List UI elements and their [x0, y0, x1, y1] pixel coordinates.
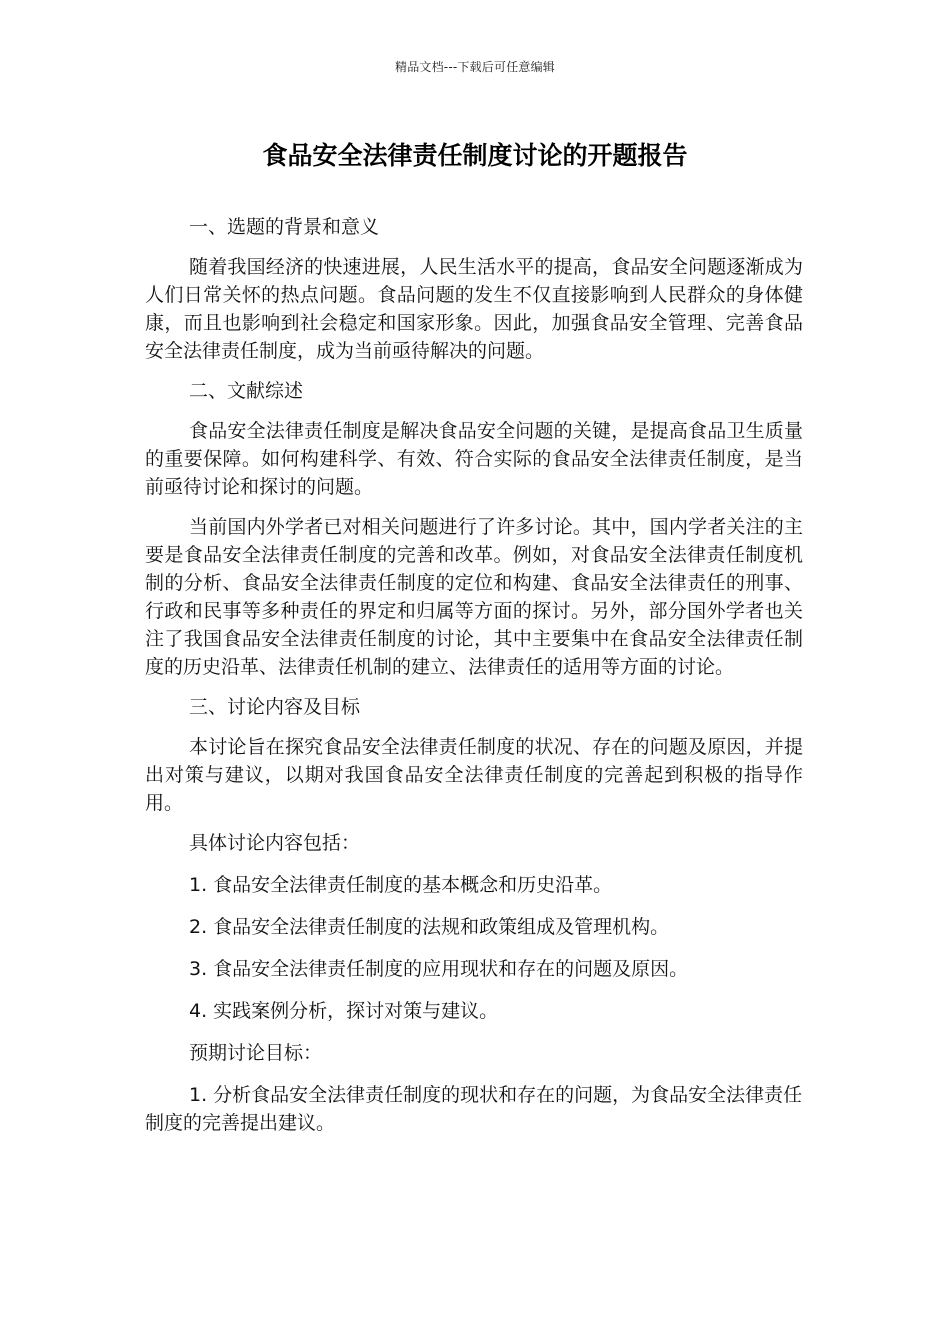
list-item: 1. 分析食品安全法律责任制度的现状和存在的问题，为食品安全法律责任制度的完善提出建议。: [145, 1084, 803, 1134]
list-item: 2. 食品安全法律责任制度的法规和政策组成及管理机构。: [189, 916, 670, 938]
section-heading-background: 一、选题的背景和意义: [189, 216, 380, 238]
paragraph-literature-1: 食品安全法律责任制度是解决食品安全问题的关键，是提高食品卫生质量的重要保障。如何构建科学、有效、符合实际的食品安全法律责任制度，是当前亟待讨论和探讨的问题。: [145, 420, 803, 498]
content-list-intro: 具体讨论内容包括：: [189, 832, 361, 854]
document-body: [145, 213, 803, 1151]
paragraph-content-goals: 本讨论旨在探究食品安全法律责任制度的状况、存在的问题及原因，并提出对策与建议，以期对我国食品安全法律责任制度的完善起到积极的指导作用。: [145, 736, 803, 814]
paragraph-literature-2: 当前国内外学者已对相关问题进行了许多讨论。其中，国内学者关注的主要是食品安全法律责任制度的完善和改革。例如，对食品安全法律责任制度机制的分析、食品安全法律责任制度的定位和构建、食品安全法律责任的刑事、行政和民事等多种责任的界定和归属等方面的探讨。另外，部分国外学者也关注了我国食品安全法律责任制度的讨论，其中主要集中在食品安全法律责任制度的历史沿革、法律责任机制的建立、法律责任的适用等方面的讨论。: [145, 516, 803, 678]
section-heading-content-goals: 三、讨论内容及目标: [189, 696, 361, 718]
document-title: 食品安全法律责任制度讨论的开题报告: [262, 141, 688, 170]
goals-list-intro: 预期讨论目标：: [189, 1042, 323, 1064]
section-heading-literature: 二、文献综述: [189, 380, 304, 402]
paragraph-background: 随着我国经济的快速进展，人民生活水平的提高，食品安全问题逐渐成为人们日常关怀的热点问题。食品问题的发生不仅直接影响到人民群众的身体健康，而且也影响到社会稳定和国家形象。因此，加强食品安全管理、完善食品安全法律责任制度，成为当前亟待解决的问题。: [145, 256, 803, 362]
list-item: 4. 实践案例分析，探讨对策与建议。: [189, 1000, 499, 1022]
list-item: 1. 食品安全法律责任制度的基本概念和历史沿革。: [189, 874, 613, 896]
list-item: 3. 食品安全法律责任制度的应用现状和存在的问题及原因。: [189, 958, 689, 980]
header-note: 精品文档---下载后可任意编辑: [395, 60, 555, 74]
